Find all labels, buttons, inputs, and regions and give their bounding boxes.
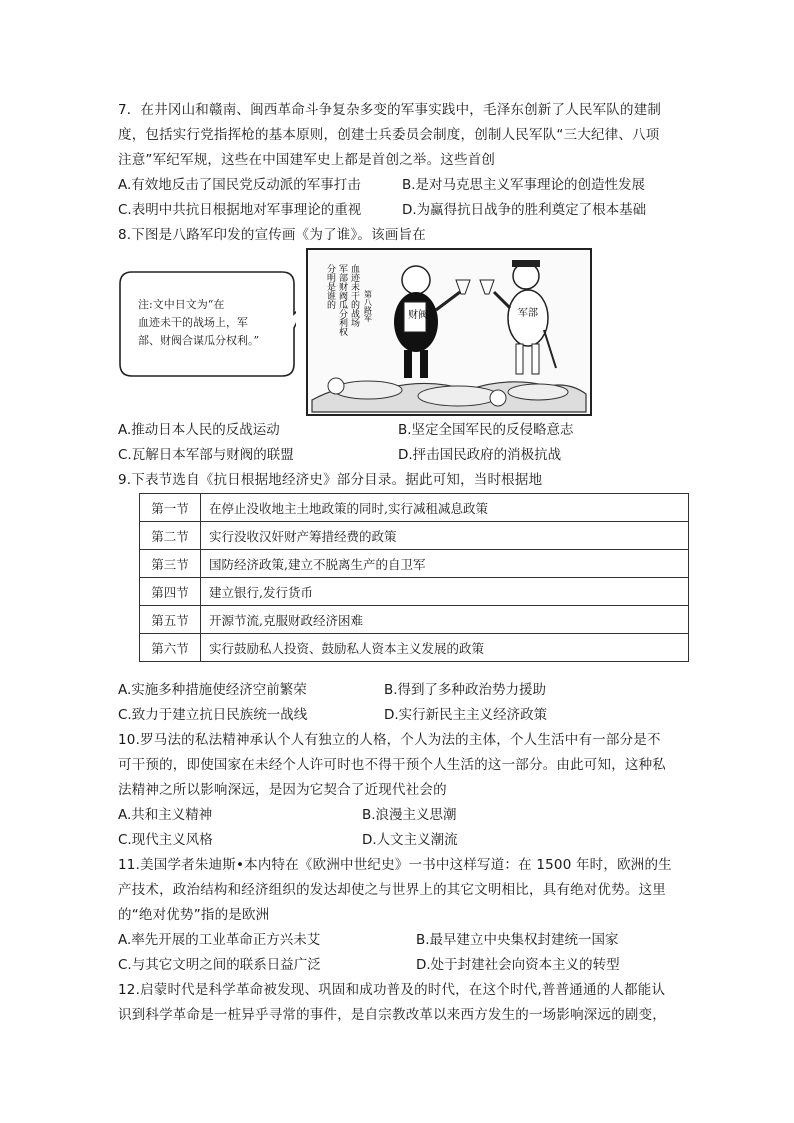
q10-stem-line-2: 可干预的，即使国家在未经个人许可时也不得干预个人生活的这一部分。由此可知，这种私 xyxy=(118,757,666,773)
toc-title: 建立银行,发行货币 xyxy=(201,578,689,606)
cartoon-signature: 第八路军 xyxy=(363,290,373,322)
q7-option-a: A.有效地反击了国民党反动派的军事打击 xyxy=(118,177,361,193)
table-row xyxy=(140,550,689,578)
q10-option-a: A.共和主义精神 xyxy=(118,807,213,823)
q9-option-c: C.致力于建立抗日民族统一战线 xyxy=(118,707,308,723)
q9-option-b: B.得到了多种政治势力援助 xyxy=(384,682,547,698)
q11-option-d: D.处于封建社会向资本主义的转型 xyxy=(416,957,620,973)
q11-stem-line-1: 11.美国学者朱迪斯•本内特在《欧洲中世纪史》一书中这样写道：在 1500 年时，欧洲的生 xyxy=(118,857,672,873)
q7-stem-line-3: 注意”军纪军规，这些在中国建军史上都是首创之举。这些首创 xyxy=(118,152,496,168)
table-row xyxy=(140,494,689,522)
toc-section: 第四节 xyxy=(140,578,201,606)
q10-option-b: B.浪漫主义思潮 xyxy=(362,807,457,823)
q8-option-b: B.坚定全国军民的反侵略意志 xyxy=(398,422,574,438)
q9-stem: 9.下表节选自《抗日根据地经济史》部分目录。据此可知，当时根据地 xyxy=(118,472,543,488)
q11-option-c: C.与其它文明之间的联系日益广泛 xyxy=(118,957,321,973)
q10-stem-line-1: 10.罗马法的私法精神承认个人有独立的人格，个人为法的主体，个人生活中有一部分是不 xyxy=(118,732,661,748)
q8-option-a: A.推动日本人民的反战运动 xyxy=(118,422,280,438)
toc-section: 第三节 xyxy=(140,550,201,578)
toc-section: 第六节 xyxy=(140,634,201,662)
toc-title: 开源节流,克服财政经济困难 xyxy=(201,606,689,634)
toc-title: 实行鼓励私人投资、鼓励私人资本主义发展的政策 xyxy=(201,634,689,662)
q12-stem-line-1: 12.启蒙时代是科学革命被发现、巩固和成功普及的时代，在这个时代,普普通通的人都能认 xyxy=(118,982,666,998)
toc-title: 在停止没收地主土地政策的同时,实行减租减息政策 xyxy=(201,494,689,522)
q12-stem-line-2: 识到科学革命是一桩异乎寻常的事件，是自宗教改革以来西方发生的一场影响深远的剧变， xyxy=(118,1007,666,1023)
table-row xyxy=(140,606,689,634)
q7-option-b: B.是对马克思主义军事理论的创造性发展 xyxy=(402,177,646,193)
cartoon-vertical-text-2: 军部财阀瓜分利权 xyxy=(337,264,347,336)
cartoon-note xyxy=(138,296,288,350)
q11-option-b: B.最早建立中央集权封建统一国家 xyxy=(416,932,619,948)
q10-option-c: C.现代主义风格 xyxy=(118,832,213,848)
economic-history-toc-table xyxy=(139,493,689,662)
cartoon-label-military: 军部 xyxy=(518,308,538,319)
q9-option-a: A.实施多种措施使经济空前繁荣 xyxy=(118,682,307,698)
cartoon-label-zaibatsu: 财阀 xyxy=(408,310,428,321)
q7-stem-line-2: 度，包括实行党指挥枪的基本原则，创建士兵委员会制度，创制人民军队“三大纪律、八项 xyxy=(118,127,660,143)
q11-stem-line-3: 的“绝对优势”指的是欧洲 xyxy=(118,907,270,923)
propaganda-cartoon xyxy=(306,248,592,416)
cartoon-vertical-text-3: 分明是谁的 xyxy=(325,264,335,309)
q9-option-d: D.实行新民主主义经济政策 xyxy=(384,707,548,723)
cartoon-vertical-text-1: 血迹未干的战场 xyxy=(349,264,359,327)
table-row xyxy=(140,578,689,606)
q11-stem-line-2: 产技术，政治结构和经济组织的发达却使之与世界上的其它文明相比，具有绝对优势。这里 xyxy=(118,882,666,898)
q7-option-d: D.为赢得抗日战争的胜利奠定了根本基础 xyxy=(402,202,647,218)
q10-stem-line-3: 法精神之所以影响深远，是因为它契合了近现代社会的 xyxy=(118,782,447,798)
q8-option-c: C.瓦解日本军部与财阀的联盟 xyxy=(118,447,294,463)
q7-stem-line-1: 7．在井冈山和赣南、闽西革命斗争复杂多变的军事实践中，毛泽东创新了人民军队的建制 xyxy=(118,102,662,118)
q8-option-d: D.抨击国民政府的消极抗战 xyxy=(398,447,562,463)
toc-section: 第五节 xyxy=(140,606,201,634)
toc-title: 国防经济政策,建立不脱离生产的自卫军 xyxy=(201,550,689,578)
table-row xyxy=(140,522,689,550)
cartoon-note-line: 注:文中日文为“在 xyxy=(138,298,225,311)
cartoon-note-line: 部、财阀合谋瓜分权利。” xyxy=(138,334,260,347)
toc-title: 实行没收汉奸财产筹措经费的政策 xyxy=(201,522,689,550)
toc-section: 第二节 xyxy=(140,522,201,550)
q10-option-d: D.人文主义潮流 xyxy=(362,832,458,848)
q8-stem: 8.下图是八路军印发的宣传画《为了谁》。该画旨在 xyxy=(118,227,426,243)
cartoon-drawing xyxy=(308,250,590,414)
q11-option-a: A.率先开展的工业革命正方兴未艾 xyxy=(118,932,321,948)
toc-section: 第一节 xyxy=(140,494,201,522)
cartoon-note-line: 血迹未干的战场上，军 xyxy=(138,316,248,329)
q7-option-c: C.表明中共抗日根据地对军事理论的重视 xyxy=(118,202,362,218)
table-row xyxy=(140,634,689,662)
